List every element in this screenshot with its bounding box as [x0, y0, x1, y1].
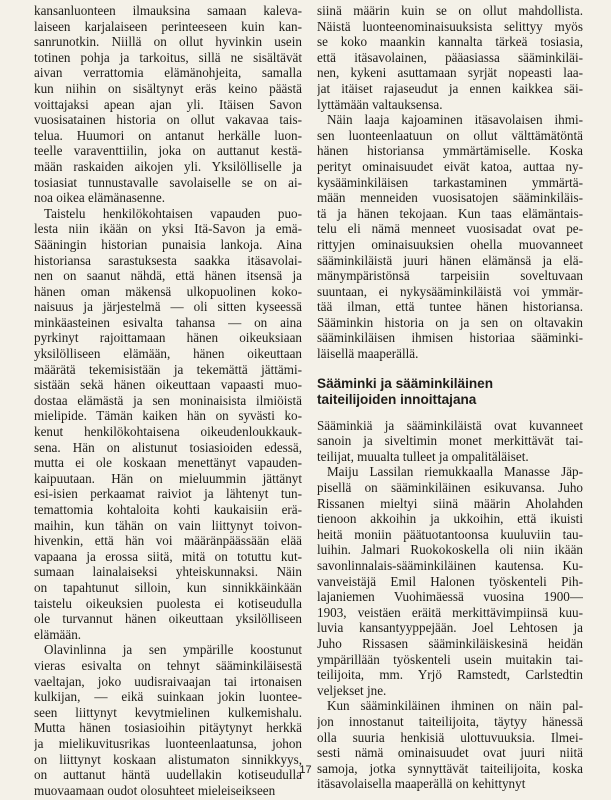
text-line: Näin laaja kajoaminen itäsavolaisen ihmi- — [327, 112, 583, 128]
text-line: Kun sääminkiläinen ihminen on näin pal- — [327, 698, 583, 714]
text-line: että itäsavolainen, pääasiassa sääminkiläi- — [317, 49, 583, 65]
text-line: heitä moniin päätuotantoonsa kuuluviin tau- — [317, 526, 583, 542]
heading-line: taiteilijoiden innoittajana — [317, 391, 477, 407]
left-column — [34, 3, 302, 798]
text-line: laiseen karjalaiseen perinteeseen kuin kan- — [34, 18, 302, 34]
text-line: mänympäristönsä tarpeisiin soveltuvaan — [317, 268, 583, 284]
text-line: sena. Hän on alistunut tosiasioiden edessä, — [34, 439, 302, 455]
text-line: suuntaan, ei nykysääminkiläistä voi ymmär- — [317, 283, 583, 299]
text-line: luihin. Jalmari Ruokokoskella oli niin ikään — [317, 542, 583, 558]
text-line: savonlinnalais-sääminkiläinen kautensa. Ku- — [317, 558, 583, 573]
text-line: Sääminkin historia on ja sen on oltavakin — [317, 314, 583, 330]
text-line: ja mielikuvitusrikas luonteenlaatunsa, johon — [34, 735, 302, 751]
text-line: elämään. — [34, 626, 82, 642]
text-line: sumaan lainalaiseksi yhteiskunnaksi. Näin — [34, 564, 302, 580]
text-line: olla suuria henkisiä ulottuvuuksia. Ilmei- — [317, 729, 583, 745]
text-line: jon innostanut taiteilijoita, täytyy hänessä — [317, 713, 583, 729]
text-line: Sääningin historian punaisia lankoja. Aina — [34, 236, 302, 252]
text-line: maihin, kun tähän on vain liittynyt toivon- — [34, 517, 302, 533]
text-line: läisellä maaperällä. — [317, 346, 419, 362]
paragraph — [34, 206, 302, 643]
text-line: rittyjen ominaisuuksien ohella muovanneet — [317, 236, 583, 252]
text-line: kenut henkilökohtaisena oikeudenloukkauk- — [34, 424, 302, 440]
text-line: kysääminkiläisen tarkastaminen ymmärtä- — [317, 174, 583, 190]
text-line: Mutta hänen tosiasioihin pitäytynyt herkkä — [34, 720, 302, 736]
text-line: lyttämään valtauksensa. — [317, 96, 443, 112]
text-line: teilijat, muualta tulleet ja ompalitäläiset. — [317, 448, 529, 464]
text-line: mielipide. Tämän kaiken hän on syvästi ko- — [34, 408, 302, 424]
text-line: dostaa elämästä ja sen moninaisista ilmiöistä — [34, 392, 302, 408]
text-line: itäsavolaisella maaperällä on kehittynyt — [317, 776, 526, 792]
text-line: jat itäiset rajaseudut ja ennen kaikkea säi- — [317, 80, 583, 96]
right-column — [317, 3, 583, 792]
text-line: lajaniemen Vuohimäessä vuosina 1900— — [317, 589, 583, 605]
text-line: perityt ominaisuudet eivät katoa, auttaa ny- — [317, 158, 583, 174]
text-line: samoja, jotka synnyttävät taiteilijoita, koska — [317, 760, 583, 776]
text-line: Juho Rissasen sääminkiläiskesinä heidän — [317, 635, 583, 651]
text-line: on tapahtunut silloin, kun sinnikkäinkään — [34, 579, 302, 595]
text-line: teilijoita, mm. Yrjö Ramstedt, Carlstedtin — [317, 667, 583, 683]
text-line: telua. Huumori on antanut herkälle luon- — [34, 127, 302, 143]
text-line: hivenkin, että hän voi määränpäässään elää — [34, 533, 302, 549]
text-line: naisuus ja järjestelmä — oli sitten kyseessä — [34, 299, 302, 315]
text-line: minkäasteinen esivalta tahansa — on aina — [34, 314, 302, 330]
text-line: tä ja hänen tekojaan. Kun taas elämäntais- — [317, 205, 583, 221]
text-line: luvia kansantyyppejään. Joel Lehtosen ja — [317, 620, 583, 636]
text-line: mään raskaiden aikojen yli. Yksilölliselle ja — [34, 158, 302, 174]
text-line: ole turvannut hänen oikeuttaan yksilölliseen — [34, 611, 302, 627]
text-line: veljekset jne. — [317, 682, 387, 698]
text-line: voittajaksi apean ajan yli. Itäisen Savon — [34, 96, 302, 112]
text-line: siinä määrin kuin se on ollut mahdollista. — [317, 3, 583, 18]
text-line: kun niihin on sisältynyt eräs keino päästä — [34, 80, 302, 96]
text-line: pisellä on sääminkiläinen esikuvansa. Juho — [317, 480, 583, 496]
text-line: noa oikea elämänasenne. — [34, 190, 165, 206]
text-line: on liittynyt koskaan alistumaton sinnikkyys, — [34, 751, 302, 767]
section-heading — [317, 376, 583, 408]
text-line: Taistelu henkilökohtaisen vapauden puo- — [44, 205, 302, 221]
heading-line: Sääminki ja sääminkiläinen — [317, 375, 494, 391]
text-line: sistään sekä hänen oikeuttaan vapaasti muo- — [34, 377, 302, 393]
text-line: vanveistäjä Emil Halonen työskenteli Pih- — [317, 573, 583, 589]
paragraph — [34, 3, 302, 206]
text-line: tää ilman, että tuntee hänen historiansa. — [317, 299, 583, 315]
text-line: sen luonteenlaatuun on ollut välttämätöntä — [317, 127, 583, 143]
text-line: sääminkiläisen ihmisen historiaa sääminki- — [317, 330, 583, 346]
text-line: seen liittynyt kevytmielinen kulkemishalu. — [34, 704, 302, 720]
text-line: vieras esivalta on tehnyt sääminkiläisestä — [34, 657, 302, 673]
paragraph — [317, 112, 583, 362]
text-line: aivan verrattomia elämänohjeita, samalla — [34, 65, 302, 81]
text-line: mään menneiden vuosisatojen sääminkiläis- — [317, 190, 583, 206]
text-line: vuosisatainen historia on ollut vakavaa tais- — [34, 112, 302, 128]
text-line: vapaana ja erossa siitä, mitä on totuttu kut- — [34, 548, 302, 564]
text-line: Maiju Lassilan riemukkaalla Manasse Jäp- — [327, 464, 583, 480]
text-line: temattomia kohtaloita kohti kaukaisiin erä- — [34, 502, 302, 517]
text-line: se koko maankin kannalta tärkeä tosiasia, — [317, 34, 583, 50]
text-line: hänen historiansa ymmärtämiselle. Koska — [317, 143, 583, 159]
text-line: pyrkinyt rajoittamaan hänen oikeuksiaan — [34, 330, 302, 346]
text-line: totinen pohja ja tarkoitus, sillä ne sisältävät — [34, 49, 302, 65]
text-line: nen on saanut nähdä, että hänen itsensä ja — [34, 268, 302, 284]
text-line: kulkijan, — eikä suinkaan jokin luontee- — [34, 689, 302, 705]
text-line: Olavinlinna ja sen ympärille koostunut — [44, 642, 302, 658]
text-line: sääminkiläistä juuri hänen elämänsä ja elä- — [317, 252, 583, 268]
paragraph — [317, 464, 583, 698]
text-line: yksilölliseen elämään, hänen oikeuttaan — [34, 346, 302, 362]
text-line: sanrunotkin. Niillä on ollut hyvinkin usein — [34, 34, 302, 50]
text-line: vaeltajan, joko uudisraivaajan tai irtonaisen — [34, 673, 302, 689]
text-line: sesti nämä ominaisuudet ovat juuri niitä — [317, 745, 583, 761]
text-line: historiansa sarastuksesta saakka itäsavolai- — [34, 252, 302, 268]
text-line: tienoon akkoihin ja ukkoihin, että ikuisti — [317, 511, 583, 527]
text-line: tosiasiat tunnustavalle savolaiselle se on ai- — [34, 174, 302, 190]
paragraph — [317, 418, 583, 465]
text-line: kansanluonteen ilmauksina samaan kaleva- — [34, 3, 302, 18]
text-line: on auttanut häntä uudellakin kotiseudulla — [34, 767, 302, 783]
text-line: telu eli nämä menneet vuosisadat ovat pe- — [317, 221, 583, 237]
text-line: ympärillään työskenteli usein muitakin tai- — [317, 651, 583, 667]
text-line: esi-isien perkaamat raiviot ja lähtenyt tun- — [34, 486, 302, 502]
text-line: taistelu oikeuksien puolesta ei kotiseudulla — [34, 595, 302, 611]
paragraph — [317, 698, 583, 792]
text-line: kaipuutaan. Hän on mieluummin jättänyt — [34, 470, 302, 486]
text-line: muovaamaan oudot olosuhteet mieleiseikseen — [34, 782, 276, 798]
page-number: 17 — [299, 764, 312, 776]
text-line: nen, kykeni asuttamaan syrjät nopeasti laa- — [317, 65, 583, 81]
text-line: 1903, veistäen eräitä merkittävimpiinsä kuu- — [317, 604, 583, 620]
text-line: Näistä luonteenominaisuuksista selittyy myös — [317, 18, 583, 34]
text-line: sanoin ja siveltimin monet merkittävät tai- — [317, 433, 583, 449]
text-line: mutta ei ole koskaan menettänyt vapauden- — [34, 455, 302, 471]
text-line: teelle varaventtiilin, joka on auttanut kestä- — [34, 143, 302, 159]
paragraph — [317, 3, 583, 112]
text-line: Sääminkiä ja sääminkiläistä ovat kuvanneet — [317, 417, 583, 433]
text-line: lesta niin ikään on yksi Itä-Savon ja emä- — [34, 221, 302, 237]
text-line: Rissanen mieltyi siinä määrin Aholahden — [317, 495, 583, 511]
text-line: määrätä tekemisistään ja tekemättä jättämi- — [34, 361, 302, 377]
text-line: hänen oman mäkensä ulkopuolinen koko- — [34, 283, 302, 299]
